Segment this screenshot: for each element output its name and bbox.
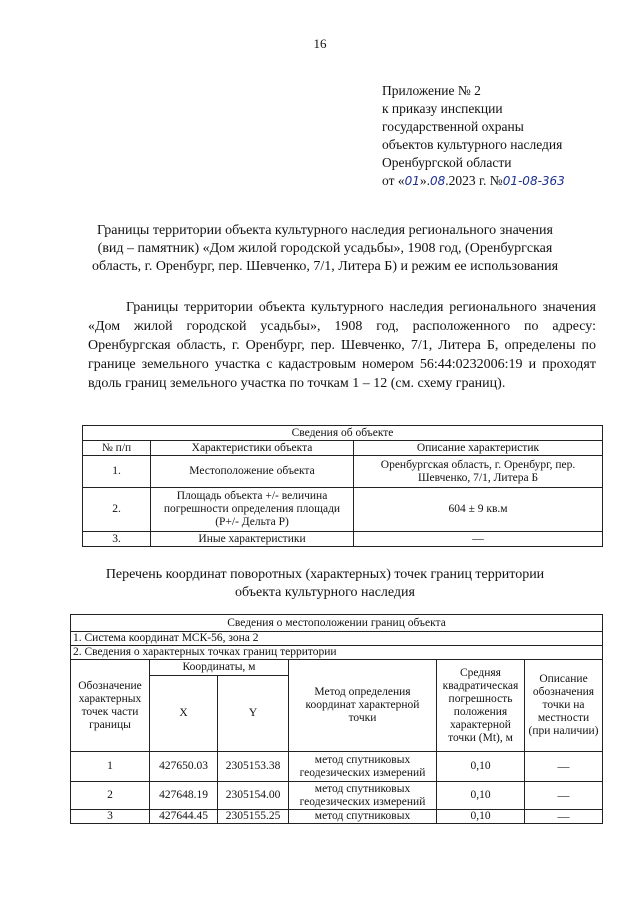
handwritten-month: 08 [430, 174, 446, 188]
appendix-line: Оренбургской области [382, 155, 512, 170]
table-row [83, 488, 603, 532]
table-cell: 0,10 [437, 810, 525, 824]
table-cell: 2305154.00 [218, 782, 289, 810]
column-header: Y [218, 676, 289, 752]
table-cell: 0,10 [437, 752, 525, 782]
table-caption: Сведения о местоположении границ объекта [71, 615, 603, 632]
handwritten-order-number: 01-08-363 [502, 174, 565, 188]
table-cell: Местоположение объекта [151, 456, 354, 488]
body-paragraph [88, 298, 596, 393]
table-cell: метод спутниковых геодезических измерений [289, 782, 437, 810]
coordinates-heading: Перечень координат поворотных (характерных) точек границ территории объекта культурного наследия [105, 567, 545, 600]
table-cell: метод спутниковых геодезических измерений [289, 752, 437, 782]
table-cell: 1 [71, 752, 150, 782]
table-cell: Иные характеристики [151, 532, 354, 547]
appendix-block [382, 82, 565, 190]
table-cell: — [525, 782, 603, 810]
table-cell: 3. [83, 532, 151, 547]
date-prefix: от « [382, 173, 405, 188]
table-cell: 427648.19 [150, 782, 218, 810]
column-header: Координаты, м [150, 660, 289, 676]
body-paragraph-text: Границы территории объекта культурного наследия регионального значения «Дом жилой городской усадьбы», 1908 год, расположенного по адресу: Оренбургская область, г. Оренбург, пер. Шевченко, 7/1, Литера Б, определены по границе земельного участка с кадастровым номером 56:44:0232006:19 и проходят вдоль границ земельного участка по точкам 1 – 12 (см. схему границ). [88, 300, 596, 391]
appendix-line: к приказу инспекции [382, 101, 503, 116]
column-header: Характеристики объекта [151, 441, 354, 456]
date-year: .2023 г. № [445, 173, 503, 188]
column-header: Обозначение характерных точек части границы [71, 660, 150, 752]
appendix-date-line [382, 172, 565, 190]
table-cell: метод спутниковых [289, 810, 437, 824]
table-cell: 2 [71, 782, 150, 810]
column-header: Описание обозначения точки на местности (при наличии) [525, 660, 603, 752]
points-caption: 2. Сведения о характерных точках границ территории [71, 646, 603, 660]
table-row [71, 810, 603, 824]
column-header: Средняя квадратическая погрешность положения характерной точки (Мt), м [437, 660, 525, 752]
table-caption: Сведения об объекте [83, 426, 603, 441]
table-cell: — [525, 810, 603, 824]
table-row [83, 532, 603, 547]
table-cell: — [354, 532, 603, 547]
appendix-line: объектов культурного наследия [382, 137, 563, 152]
column-header: Описание характеристик [354, 441, 603, 456]
table-cell: 3 [71, 810, 150, 824]
table-cell: Площадь объекта +/- величина погрешности определения площади (Р+/- Дельта Р) [151, 488, 354, 532]
column-header: Метод определения координат характерной точки [289, 660, 437, 752]
table-row [71, 752, 603, 782]
table-cell: 427650.03 [150, 752, 218, 782]
appendix-line: Приложение № 2 [382, 83, 481, 98]
column-header: № п/п [83, 441, 151, 456]
document-title: Границы территории объекта культурного наследия регионального значения (вид – памятник) «Дом жилой городской усадьбы», 1908 год, (Оренбургская область, г. Оренбург, пер. Шевченко, 7/1, Литера Б) и режим ее использования [91, 223, 559, 274]
table-cell: 604 ± 9 кв.м [354, 488, 603, 532]
table-cell: 0,10 [437, 782, 525, 810]
table-cell: 2. [83, 488, 151, 532]
coordinate-system: 1. Система координат МСК-56, зона 2 [71, 632, 603, 646]
page-number: 16 [313, 36, 327, 51]
coordinates-table [70, 614, 603, 824]
table-row [83, 456, 603, 488]
table-cell: — [525, 752, 603, 782]
appendix-line: государственной охраны [382, 119, 524, 134]
table-cell: 2305153.38 [218, 752, 289, 782]
date-separator: ». [419, 173, 431, 188]
object-info-table [82, 425, 603, 547]
table-cell: 1. [83, 456, 151, 488]
column-header: X [150, 676, 218, 752]
table-cell: 427644.45 [150, 810, 218, 824]
table-cell: Оренбургская область, г. Оренбург, пер. Шевченко, 7/1, Литера Б [354, 456, 603, 488]
handwritten-day: 01 [404, 174, 420, 188]
table-row [71, 782, 603, 810]
table-cell: 2305155.25 [218, 810, 289, 824]
